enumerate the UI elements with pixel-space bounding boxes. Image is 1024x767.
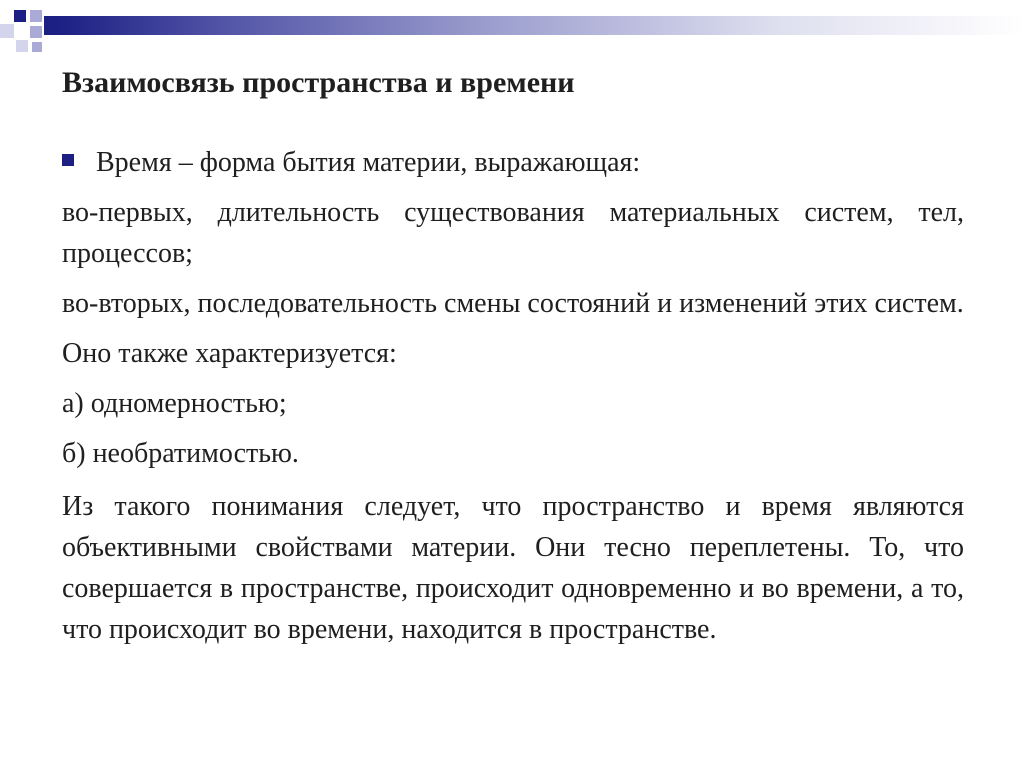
deco-square: [44, 16, 56, 35]
list-item-b: б) необратимостью.: [62, 438, 299, 469]
deco-square: [30, 26, 42, 38]
header-gradient-bar: [56, 16, 1024, 35]
bullet-text: Время – форма бытия материи, выражающая:: [96, 147, 641, 178]
list-item-a: а) одномерностью;: [62, 388, 287, 419]
bullet-item: [62, 142, 964, 183]
slide-body: [62, 142, 964, 650]
square-bullet-icon: [62, 154, 74, 166]
header-decoration: [0, 0, 1024, 60]
paragraph-first: во-первых, длительность существования материальных систем, тел, процессов;: [62, 197, 964, 269]
slide-title: Взаимосвязь пространства и времени: [62, 66, 575, 99]
deco-square: [14, 10, 26, 22]
paragraph-conclusion: Из такого понимания следует, что пространство и время являются объективными свойствами материи. Они тесно переплетены. То, что совершается в пространстве, происходит одновременно и во времени, а то, что происходит во времени, находится в пространстве.: [62, 491, 964, 645]
deco-square: [0, 24, 14, 38]
paragraph-characterized: Оно также характеризуется:: [62, 338, 397, 369]
deco-square: [16, 40, 28, 52]
paragraph-second: во-вторых, последовательность смены состояний и изменений этих систем.: [62, 288, 964, 319]
deco-square: [32, 42, 42, 52]
deco-square: [30, 10, 42, 22]
